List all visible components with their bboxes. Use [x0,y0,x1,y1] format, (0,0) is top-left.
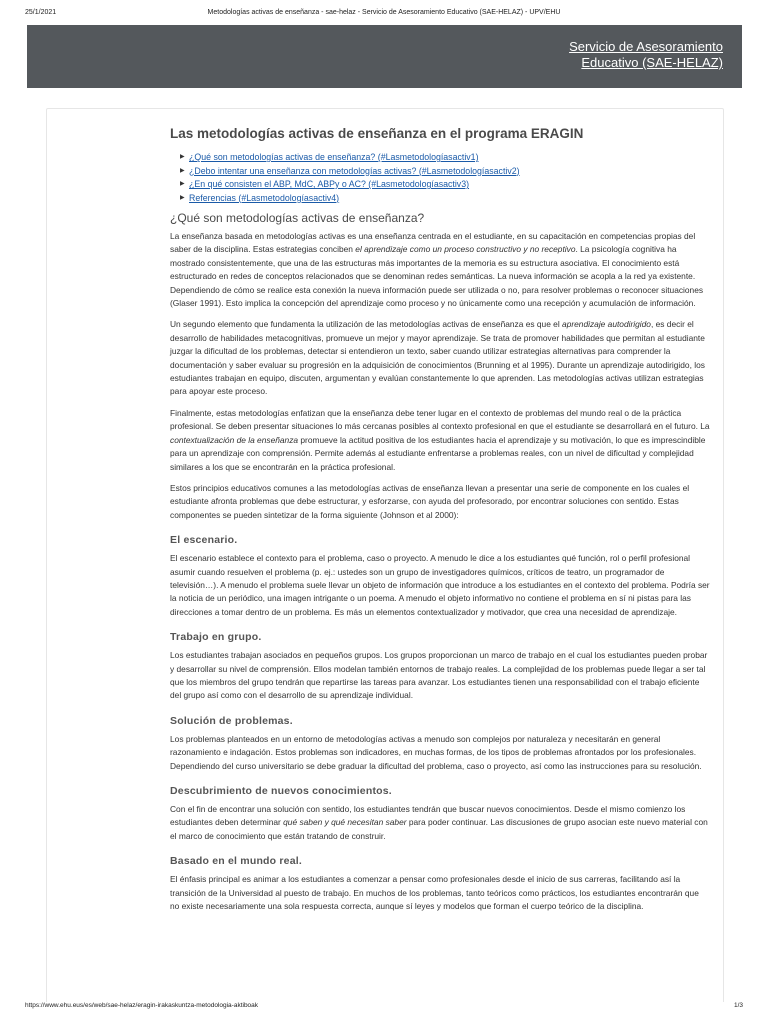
toc-link-4[interactable]: Referencias (#Lasmetodologíasactiv4) [189,192,340,203]
caret-right-icon: ▶ [180,167,185,174]
print-header [0,9,768,21]
paragraph-1: La enseñanza basada en metodologías activas es una enseñanza centrada en el estudiante, en su capacitación en competencias propias del saber de la disciplina. Estas estrategias conciben el aprendizaje como un proceso constructivo y no receptivo. La psicología cognitiva ha mostrado consistentemente, que una de las estructuras más importantes de la memoria es su estructura asociativa. El conocimiento está estructurado en redes de conceptos relacionados que se denominan redes semánticas. La nueva información se acopla a la red ya existente. Dependiendo de cómo se realice esta conexión la nueva información puede ser utilizada o no, para resolver problemas o reconocer situaciones (Glaser 1991). Esto implica la concepción del aprendizaje como proceso y no únicamente como una recepción y acumulación de información. [170,231,704,309]
toc-item [180,165,710,179]
print-footer [0,1002,768,1014]
print-title: Metodologías activas de enseñanza - sae-helaz - Servicio de Asesoramiento Educativo (SAE-HELAZ) - UPV/EHU [207,9,561,16]
print-date: 25/1/2021 [25,9,57,16]
toc-link-2[interactable]: ¿Debo intentar una enseñanza con metodologías activas? (#Lasmetodologíasactiv2) [189,165,520,176]
caret-right-icon: ▶ [180,194,185,201]
caret-right-icon: ▶ [180,181,185,187]
caret-right-icon: ▶ [180,154,185,160]
paragraph-mundo-real: El énfasis principal es animar a los estudiantes a comenzar a pensar como profesionales desde el inicio de sus carreras, facilitando así la transición de la Universidad al puesto de trabajo. En muchos de los problemas, tanto teóricos como prácticos, los estudiantes encontrarán que no existe necesariamente una sola respuesta correcta, aunque sí leyes y modelos que forman el cuerpo teórico de la disciplina. [170,874,699,912]
paragraph-descubrimiento: Con el fin de encontrar una solución con sentido, los estudiantes tendrán que buscar nuevos conocimientos. Desde el mismo comienzo los estudiantes deben determinar qué saben y qué necesitan saber para poder continuar. Las discusiones de grupo asocian este nuevo material con el marco de conocimiento que están tratando de construir. [170,804,708,841]
site-name-line2[interactable]: Educativo (SAE-HELAZ) [581,55,723,70]
article [170,126,710,921]
section-title: ¿Qué son metodologías activas de enseñanza? [170,211,425,225]
toc-item [180,192,710,206]
paragraph-4: Estos principios educativos comunes a las metodologías activas de enseñanza llevan a presentar una serie de componente en los cuales el estudiante afronta problemas que debe estructurar, y esforzarse, con ayuda del profesorado, por encontrar soluciones con sentido. Estas componentes se pueden sintetizar de la forma siguiente (Johnson et al 2000): [170,482,690,520]
print-url: https://www.ehu.eus/es/web/sae-helaz/eragin-irakaskuntza-metodologia-aktiboak [25,1002,259,1009]
subheading-grupo: Trabajo en grupo. [170,631,262,644]
toc-link-1[interactable]: ¿Qué son metodologías activas de enseñanza? (#Lasmetodologíasactiv1) [189,152,479,162]
subheading-solucion: Solución de problemas. [170,714,293,727]
page-number: 1/3 [733,1002,743,1009]
site-name-link[interactable] [569,39,723,71]
page-title: Las metodologías activas de enseñanza en el programa ERAGIN [170,126,584,141]
paragraph-3: Finalmente, estas metodologías enfatizan que la enseñanza debe tener lugar en el contexto de problemas del mundo real o de la práctica profesional. Se deben presentar situaciones lo más cercanas posibles al contexto profesional en que el estudiante se desarrollará en el futuro. La contextualización de la enseñanza promueve la actitud positiva de los estudiantes hacia el aprendizaje y su motivación, lo que es imprescindible para un aprendizaje con comprensión. Permite además al estudiante enfrentarse a problemas reales, con un nivel de dificultad y complejidad similares a los que se encontrarán en la práctica profesional. [170,407,710,472]
table-of-contents [170,151,710,205]
toc-link-3[interactable]: ¿En qué consisten el ABP, MdC, ABPy o AC? (#Lasmetodologíasactiv3) [189,179,470,189]
site-banner [27,25,742,88]
paragraph-grupo: Los estudiantes trabajan asociados en pequeños grupos. Los grupos proporcionan un marco de trabajo en el cual los estudiantes pueden probar y desarrollar su nivel de comprensión. Ellos modelan también entornos de trabajo reales. La complejidad de los problemas puede llegar a ser tal que los miembros del grupo tendrán que repartirse las tareas para avanzar. Los estudiantes tienen una responsabilidad con el trabajo eficiente del grupo así como con el desarrollo de su aprendizaje individual. [170,650,708,701]
paragraph-2: Un segundo elemento que fundamenta la utilización de las metodologías activas de enseñanza es que el aprendizaje autodirigido, es decir el desarrollo de habilidades metacognitivas, promueve un mejor y mayor aprendizaje. Se trata de promover habilidades que permitan al estudiante juzgar la dificultad de los problemas, detectar si entendieron un texto, saber cuando utilizar estrategias alternativas para comprender la documentación y saber evaluar su progresión en la adquisición de conocimientos (Brunning et al 1995). Durante un aprendizaje autodirigido, los estudiantes trabajan en equipo, discuten, argumentan y evalúan constantemente lo que aprenden. Las metodologías activas utilizan estrategias para apoyar este proceso. [170,319,705,397]
site-name-line1[interactable]: Servicio de Asesoramiento [569,39,723,54]
toc-item [180,151,710,165]
subheading-descubrimiento: Descubrimiento de nuevos conocimientos. [170,785,392,797]
paragraph-solucion: Los problemas planteados en un entorno de metodologías activas a menudo son complejos por naturaleza y necesitarán en general razonamiento e indagación. Estos problemas son indicadores, en muchas formas, de los tipos de problemas afrontados por los profesionales. Dependiendo del curso universitario se debe graduar la dificultad del problema, caso o proyecto, así como las instrucciones para su resolución. [170,733,702,771]
toc-item [180,178,710,192]
subheading-escenario: El escenario. [170,534,238,547]
paragraph-escenario: El escenario establece el contexto para el problema, caso o proyecto. A menudo le dice a los estudiantes qué función, rol o perfil profesional asumir cuando resuelven el problema (p. ej.: ustedes son un grupo de investigadores químicos, críticos de teatro, un programador de televisión…). A menudo el problema suele llevar un objeto de información que introduce a los estudiantes en el contexto del problema. Podría ser la noticia de un periódico, una imagen intrigante o un poema. A menudo el objeto informativo no contiene el problema en sí ni pistas para las direcciones a tomar dentro de un problema. Es más un elementos contextualizador y motivador, que crea una necesidad de aprendizaje. [170,553,710,617]
subheading-mundo-real: Basado en el mundo real. [170,855,302,868]
